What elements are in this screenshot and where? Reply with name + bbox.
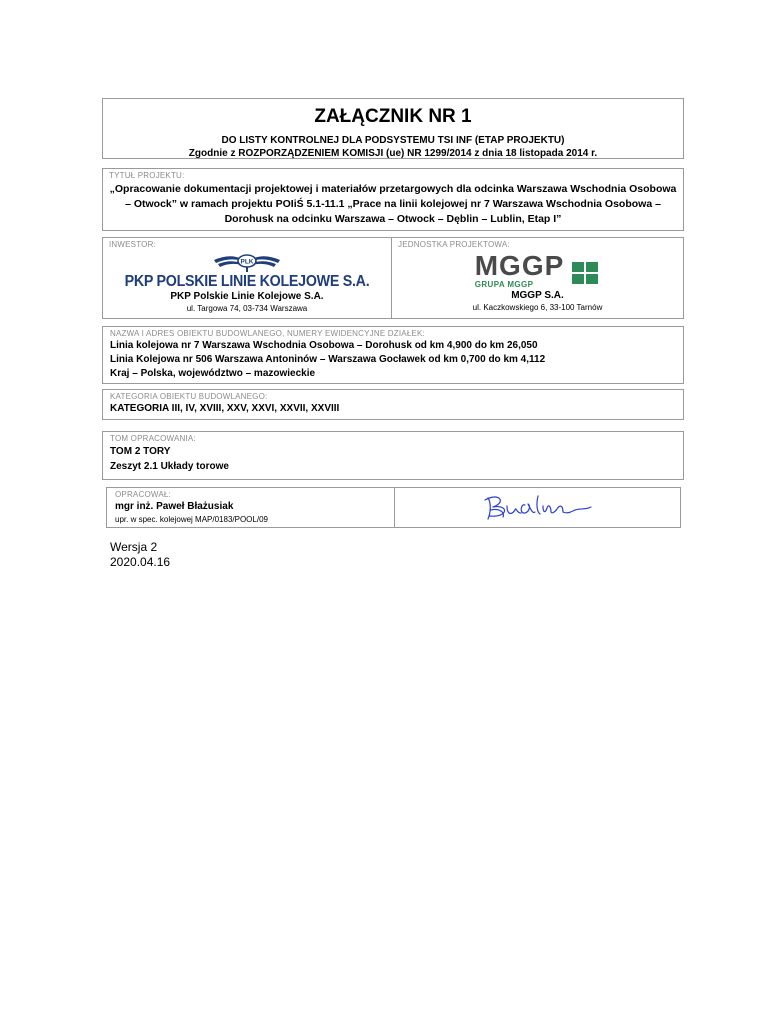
category-label: KATEGORIA OBIEKTU BUDOWLANEGO: — [110, 392, 268, 401]
investor-address: ul. Targowa 74, 03-734 Warszawa — [186, 304, 308, 313]
document-header — [102, 98, 684, 159]
author-credentials: upr. w spec. kolejowej MAP/0183/POOL/09 — [115, 515, 268, 524]
mggp-logo-subtext: GRUPA MGGP — [474, 280, 534, 289]
designer-label: JEDNOSTKA PROJEKTOWA: — [398, 240, 510, 249]
regulation-reference: Zgodnie z ROZPORZĄDZENIEM KOMISJI (ue) NR 1299/2014 z dnia 18 listopada 2014 r. — [188, 148, 598, 159]
document-subtitle: DO LISTY KONTROLNEJ DLA PODSYSTEMU TSI INF (ETAP PROJEKTU) — [221, 135, 565, 146]
document-footer — [110, 540, 170, 570]
version-text: Wersja 2 — [110, 540, 158, 554]
investor-label: INWESTOR: — [109, 240, 156, 249]
mggp-logo-text: MGGP — [474, 250, 565, 281]
object-address-section — [102, 326, 684, 384]
designer-address: ul. Kaczkowskiego 6, 33-100 Tarnów — [472, 303, 603, 312]
prepared-by-section — [106, 487, 395, 528]
object-address-label: NAZWA I ADRES OBIEKTU BUDOWLANEGO, NUMERY EWIDENCYJNE DZIAŁEK: — [110, 329, 425, 338]
category-value: KATEGORIA III, IV, XVIII, XXV, XXVI, XXVII, XXVIII — [110, 403, 340, 414]
volume-section — [102, 431, 684, 480]
plk-badge-text: PLK — [240, 258, 254, 266]
signature-icon — [395, 488, 682, 529]
mggp-logo — [398, 252, 677, 289]
object-line: Kraj – Polska, województwo – mazowieckie — [110, 368, 316, 379]
date-text: 2020.04.16 — [110, 555, 171, 569]
designer-name: MGGP S.A. — [511, 290, 564, 301]
project-title: „Opracowanie dokumentacji projektowej i materiałów przetargowych dla odcinka Warszawa Wschodnia Osobowa – Otwock” w ramach projektu POIiŚ 5.1-11.1 „Prace na linii kolejowej nr 7 Warszawa Wschodnia Osobowa – Dorohusk na odcinku Warszawa – Otwock – Dęblin – Lublin, Etap I” — [109, 183, 677, 225]
plk-wings-icon — [212, 251, 282, 273]
project-title-label: TYTUŁ PROJEKTU: — [109, 171, 185, 180]
volume-label: TOM OPRACOWANIA: — [110, 434, 196, 443]
investor-name: PKP Polskie Linie Kolejowe S.A. — [170, 291, 324, 302]
project-title-section — [102, 168, 684, 231]
volume-subtitle: Zeszyt 2.1 Układy torowe — [110, 461, 229, 472]
object-line: Linia kolejowa nr 7 Warszawa Wschodnia Osobowa – Dorohusk od km 4,900 do km 26,050 — [110, 340, 538, 351]
prepared-by-label: OPRACOWAŁ: — [115, 490, 171, 499]
author-name: mgr inż. Paweł Błażusiak — [115, 501, 234, 512]
document-title: ZAŁĄCZNIK NR 1 — [314, 106, 472, 127]
mggp-squares-icon — [570, 260, 600, 286]
pkp-logo-text: PKP POLSKIE LINIE KOLEJOWE S.A. — [124, 273, 370, 290]
signature-section — [394, 487, 681, 528]
object-line: Linia Kolejowa nr 506 Warszawa Antoninów – Warszawa Gocławek od km 0,700 do km 4,112 — [110, 354, 546, 365]
plk-logo — [109, 251, 385, 273]
investor-section — [102, 237, 392, 319]
designer-section — [391, 237, 684, 319]
volume-title: TOM 2 TORY — [110, 446, 171, 457]
category-section — [102, 389, 684, 420]
